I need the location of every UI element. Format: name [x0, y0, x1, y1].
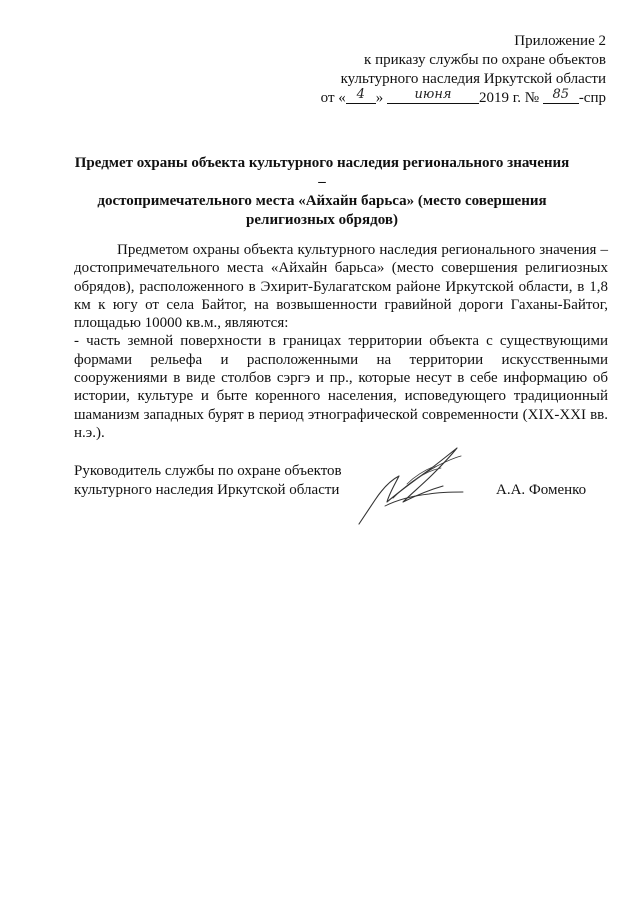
- document-body: [74, 241, 608, 442]
- annex-title: Приложение 2: [514, 33, 606, 49]
- body-paragraph-intro: Предметом охраны объекта культурного наследия регионального значения – достопримечательного места «Айхайн барьса» (место совершения религиозных обрядов), расположенного в Эхирит-Булагатском районе Иркутской области, в 1,8 км к югу от села Байтог, на возвышенности гравийной дороги Гаханы-Байтог, площадью 10000 кв.м., являются:: [74, 242, 608, 332]
- handwritten-signature-icon: [345, 440, 485, 530]
- date-day-blank: [346, 89, 376, 104]
- title-line-1: Предмет охраны объекта культурного наследия регионального значения –: [74, 155, 570, 190]
- signatory-role-line-2: культурного наследия Иркутской области: [74, 482, 340, 498]
- signatory-name: А.А. Фоменко: [496, 482, 587, 498]
- doc-number-blank: [543, 89, 579, 104]
- annex-order-ref: к приказу службы по охране объектов: [364, 52, 606, 68]
- date-mid: »: [375, 90, 384, 106]
- date-prefix: от «: [320, 90, 346, 106]
- date-month-handwritten: июня: [414, 87, 452, 102]
- doc-number-handwritten: 85: [552, 87, 570, 102]
- doc-suffix: -спр: [578, 90, 606, 106]
- date-year: 2019 г. №: [479, 90, 540, 106]
- document-title: [72, 154, 572, 230]
- body-paragraph-item: - часть земной поверхности в границах территории объекта с существующими формами рельефа и расположенными на территории искусственными сооружениями в виде столбов сэргэ и пр., которые несут в себе информацию об истории, культуре и быте коренного населения, исповедующего традиционный шаманизм западных бурят в период этнографической современности (XIX-XXI вв. н.э.).: [74, 333, 608, 441]
- signatory-role: [74, 462, 342, 500]
- date-month-blank: [387, 89, 479, 104]
- annex-date-line: [321, 89, 606, 108]
- date-day-handwritten: 4: [356, 87, 365, 102]
- annex-header: [321, 32, 606, 108]
- annex-authority: культурного наследия Иркутской области: [340, 71, 606, 87]
- signatory-role-line-1: Руководитель службы по охране объектов: [74, 463, 342, 479]
- title-line-3: религиозных обрядов): [246, 212, 398, 228]
- title-line-2: достопримечательного места «Айхайн барьса» (место совершения: [97, 193, 547, 209]
